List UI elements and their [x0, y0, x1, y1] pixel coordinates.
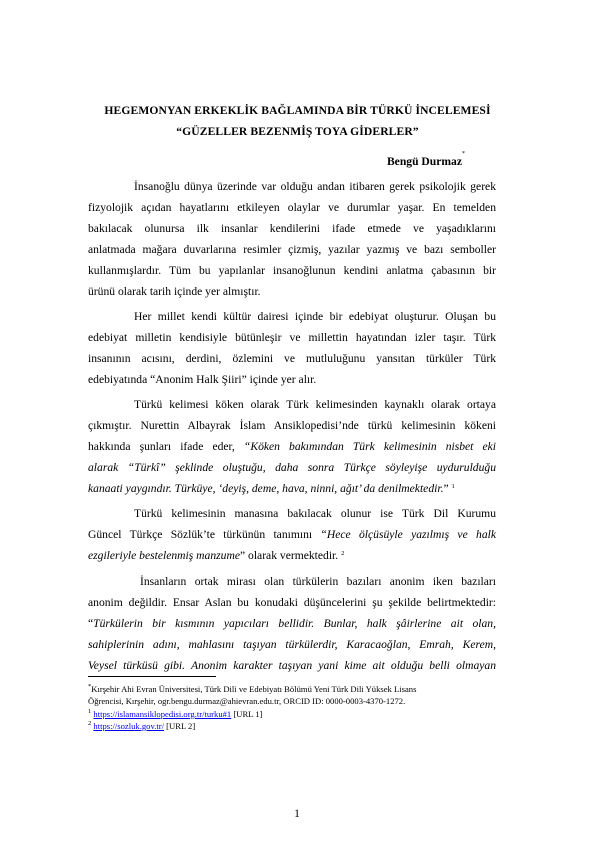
footnote-author-text: Kırşehir Ahi Evran Üniversitesi, Türk Dili ve Edebiyatı Bölümü Yeni Türk Dili Yüksek Lisans — [91, 684, 417, 694]
paragraph-2-line: edebiyat milletin kendisiyle bütünleşir ve millettin hayatından izler taşır. Türk — [88, 331, 496, 344]
paragraph-1-line: kullanmışlardır. Tüm bu yapılanlar insanoğlunun kendini anlatma çabasının bir — [88, 264, 496, 277]
paragraph-1-line: İnsanoğlu dünya üzerinde var olduğu andan itibaren gerek psikolojik gerek — [134, 180, 496, 193]
quote-text: “Hece ölçüsüyle yazılmış ve halk — [320, 528, 496, 541]
footnote-2-tail: [URL 2] — [164, 721, 196, 731]
paragraph-5-line — [88, 617, 496, 631]
footnote-ref-2: 2 — [341, 550, 345, 557]
footnote-author — [88, 684, 498, 696]
paragraph-4-line — [88, 549, 496, 563]
footnote-number: 2 — [88, 720, 92, 727]
paragraph-3-line: Türkü kelimesi köken olarak Türk kelimesinden kaynaklı olarak ortaya — [134, 398, 496, 411]
paragraph-2-line: Her millet kendi kültür dairesi içinde bir edebiyat oluşturur. Oluşan bu — [134, 310, 496, 323]
author-name — [300, 151, 465, 168]
paragraph-5-line — [88, 638, 496, 652]
quote-text: sahiplerinin adını, mahlasını taşıyan türkülerdir, Karacaoğlan, Emrah, Kerem, — [88, 638, 496, 651]
page-number: 1 — [294, 807, 300, 820]
title-line-2: “GÜZELLER BEZENMİŞ TOYA GİDERLER” — [176, 125, 419, 138]
paragraph-2-line: insanının acısını, derdini, özlemini ve mutluluğunu yansıtan türküler Türk — [88, 352, 496, 365]
paragraph-1-line: anlatmada mağara duvarlarına resimler çizmiş, yazılar yazmış ve bazı semboller — [88, 243, 496, 256]
paragraph-3-text: hakkında şunları ifade eder, — [88, 440, 244, 453]
author-footnote-mark: * — [462, 151, 465, 158]
paragraph-3-line — [88, 440, 496, 454]
quote-open: “ — [88, 617, 94, 630]
author-name-text: Bengü Durmaz — [386, 155, 462, 168]
paragraph-1-line: fizyolojik açıdan hayatlarını etkileyen olaylar ve durumlar yaşar. En temelden — [88, 201, 496, 214]
paragraph-1-line: bakılacak olunursa ilk insanlar kendilerini ifade etmede ve yaşadıklarını — [88, 222, 496, 235]
paragraph-4-line: Türkü kelimesinin manasına bakılacak olunur ise Türk Dil Kurumu — [134, 507, 496, 520]
footnote-mark: * — [88, 683, 92, 690]
quote-text: Veysel türküsü gibi. Anonim karakter taşıyan yani kime ait olduğu belli olmayan — [88, 659, 496, 672]
paragraph-4-text: Güncel Türkçe Sözlük’te türkünün tanımını — [88, 528, 321, 541]
paragraph-1-line: ürünü olarak tarih içinde yer almıştır. — [88, 285, 261, 298]
footnote-2-link[interactable]: https://sozluk.gov.tr/ — [93, 721, 164, 731]
quote-text: alarak “Türkî” şeklinde oluştuğu, daha sonra Türkçe söyleyişe uydurulduğu — [88, 461, 496, 474]
paragraph-3-line — [88, 482, 496, 496]
paragraph-5-line — [88, 659, 496, 673]
title-line-1: HEGEMONYAN ERKEKLİK BAĞLAMINDA BİR TÜRKÜ İNCELEMESİ — [104, 104, 491, 117]
paragraph-4-text: ” olarak vermektedir. — [239, 549, 342, 562]
paragraph-4-line — [88, 528, 496, 542]
footnote-separator — [88, 676, 216, 677]
footnote-number: 1 — [88, 708, 92, 715]
footnote-ref-1: 1 — [451, 483, 455, 490]
paragraph-3-line: çıkmıştır. Nurettin Albayrak İslam Ansiklopedisi’nde türkü kelimesinin kökeni — [88, 419, 496, 432]
paragraph-2-line: edebiyatında “Anonim Halk Şiiri” içinde yer alır. — [88, 373, 317, 386]
footnote-1-tail: [URL 1] — [231, 709, 263, 719]
quote-text: ezgileriyle bestelenmiş manzume — [88, 549, 240, 562]
paragraph-5-line: İnsanların ortak mirası olan türkülerin bazıları anonim iken bazıları — [140, 575, 496, 588]
quote-text: kanaati yaygındır. Türküye, ‘deyiş, deme, hava, ninni, ağıt’ da denilmektedir. — [88, 482, 444, 495]
footnote-2 — [88, 721, 498, 733]
footnote-1-link[interactable]: https://islamansiklopedisi.org.tr/turku#1 — [93, 709, 232, 719]
paragraph-3-line — [88, 461, 496, 475]
quote-close: ” — [443, 482, 449, 495]
quote-text: “Köken bakımından Türk kelimesinin nisbet eki — [243, 440, 496, 453]
paragraph-5-line: anonim değildir. Ensar Aslan bu konudaki düşüncelerini şu şekilde belirtmektedir: — [88, 596, 496, 609]
footnote-author-line-2: Öğrencisi, Kırşehir, ogr.bengu.durmaz@ahievran.edu.tr, ORCID ID: 0000-0003-4370-1272. — [88, 696, 406, 706]
quote-text: Türkülerin bir kısmının yapıcıları bellidir. Bunlar, halk şâirlerine ait olan, — [93, 617, 496, 630]
footnote-1 — [88, 709, 498, 721]
